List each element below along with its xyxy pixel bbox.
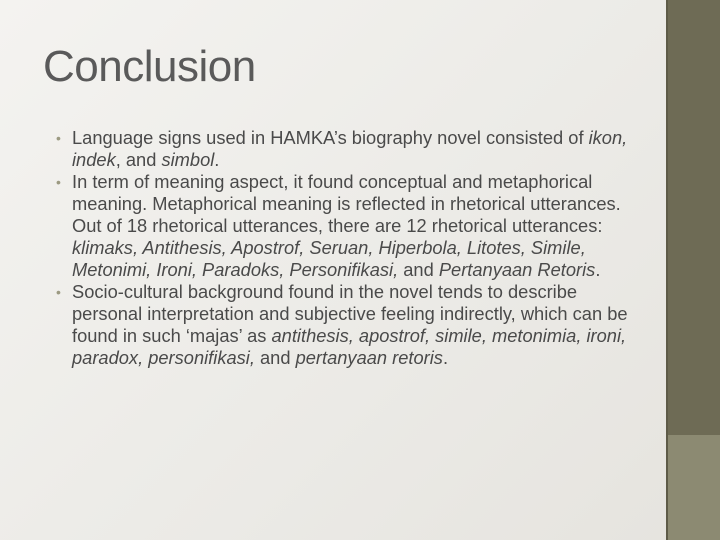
- bullet-text: , and: [115, 149, 162, 170]
- bullet-text: and: [254, 347, 296, 368]
- bullet-text: and: [398, 259, 439, 280]
- italic-term: pertanyaan retoris: [295, 347, 443, 368]
- slide-title: Conclusion: [43, 42, 256, 91]
- italic-term: ikon, indek: [72, 127, 628, 170]
- bullet-item: [56, 171, 641, 281]
- bullet-item: [56, 127, 641, 171]
- decorative-sidebar-block: [668, 435, 720, 540]
- bullet-text: In term of meaning aspect, it found conceptual and metaphorical meaning. Metaphorical meaning is reflected in rhetorical utterances. Out of 18 rhetorical utterances, there are 12 rhetorical utterances:: [72, 171, 621, 236]
- bullet-text: .: [595, 259, 601, 280]
- bullet-text: Socio-cultural background found in the novel tends to describe personal interpretation and subjective feeling indirectly, which can be found in such ‘majas’ as: [72, 281, 628, 346]
- italic-term: klimaks, Antithesis, Apostrof, Seruan, Hiperbola, Litotes, Simile, Metonimi, Ironi, Paradoks, Personifikasi,: [72, 237, 586, 280]
- bullet-text: .: [442, 347, 449, 368]
- bullet-item: [56, 281, 641, 369]
- italic-term: Pertanyaan Retoris: [438, 259, 596, 280]
- italic-term: simbol: [161, 149, 215, 170]
- bullet-text: .: [214, 149, 220, 170]
- italic-term: antithesis, apostrof, simile, metonimia, ironi, paradox, personifikasi,: [72, 325, 627, 368]
- bullet-text: Language signs used in HAMKA’s biography novel consisted of: [72, 127, 589, 148]
- bullet-list: [56, 127, 641, 369]
